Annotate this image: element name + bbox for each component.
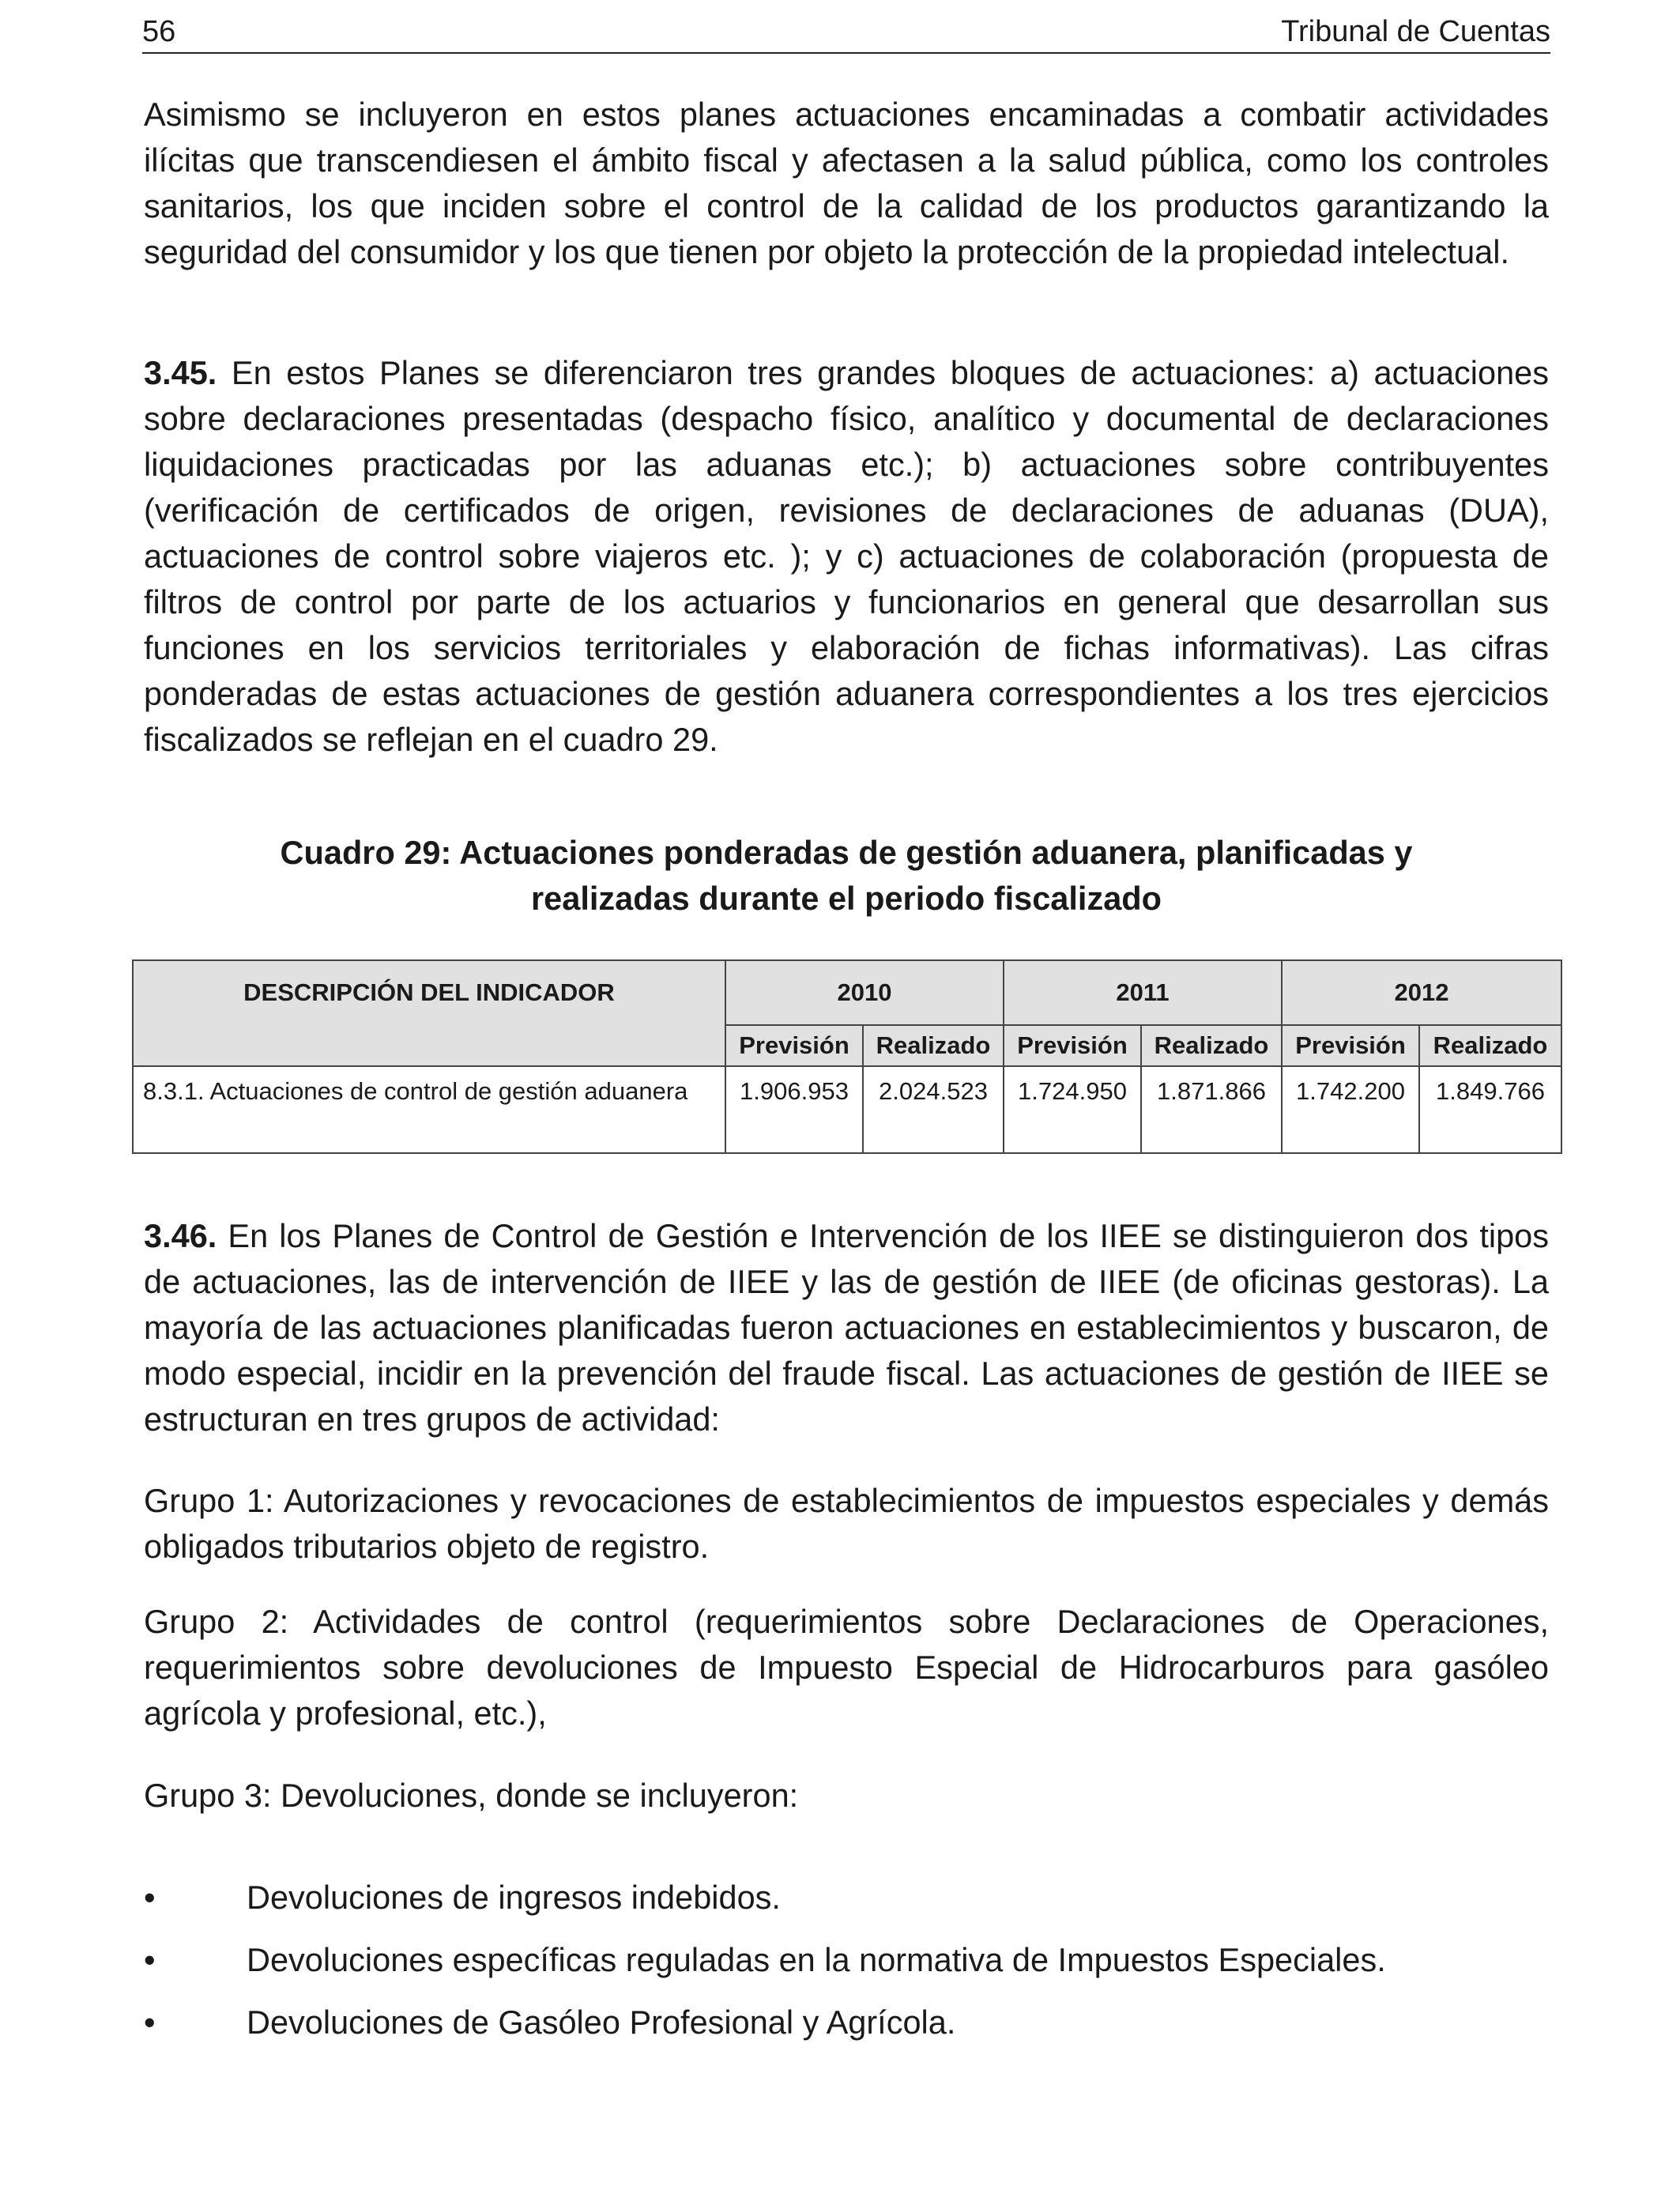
column-subheader-prevision: Previsión [725,1025,863,1066]
paragraph-number: 3.45. [144,354,217,391]
column-subheader-prevision: Previsión [1004,1025,1141,1066]
table-caption [144,830,1549,922]
list-item [144,1875,1549,1937]
paragraph-3-45 [144,350,1549,763]
bullet-icon: • [144,1941,156,1978]
column-header-year: 2010 [725,960,1004,1025]
column-header-year: 2011 [1004,960,1282,1025]
list-item-text: Devoluciones de ingresos indebidos. [247,1879,781,1916]
paragraph-grupo-2 [144,1599,1549,1736]
paragraph-grupo-3 [144,1773,1549,1819]
caption-line-2: realizadas durante el periodo fiscalizado [531,880,1162,917]
table-cell-value: 1.906.953 [725,1066,863,1153]
column-subheader-prevision: Previsión [1282,1025,1419,1066]
caption-line-1: Cuadro 29: Actuaciones ponderadas de gestión aduanera, planificadas y [280,834,1413,871]
paragraph-intro [144,92,1549,275]
paragraph-text: Grupo 1: Autorizaciones y revocaciones de establecimientos de impuestos especiales y demás obligados tributarios objeto de registro. [144,1482,1549,1565]
page-header [142,11,1550,54]
table-cell-value: 2.024.523 [863,1066,1004,1153]
column-header-year: 2012 [1282,960,1561,1025]
column-subheader-realizado: Realizado [1419,1025,1561,1066]
bullet-icon: • [144,2004,156,2041]
list-item-text: Devoluciones de Gasóleo Profesional y Agrícola. [247,2004,956,2041]
column-header-descripcion: DESCRIPCIÓN DEL INDICADOR [133,960,725,1066]
list-item [144,1937,1549,2000]
paragraph-text: En estos Planes se diferenciaron tres grandes bloques de actuaciones: a) actuaciones sobre declaraciones presentadas (despacho físico, analítico y documental de declaraciones liquidaciones practicadas por las aduanas etc.); b) actuaciones sobre contribuyentes (verificación de certificados de origen, revisiones de declaraciones de aduanas (DUA), actuaciones de control sobre viajeros etc. ); y c) actuaciones de colaboración (propuesta de filtros de control por parte de los actuarios y funcionarios en general que desarrollan sus funciones en los servicios territoriales y elaboración de fichas informativas). Las cifras ponderadas de estas actuaciones de gestión aduanera correspondientes a los tres ejercicios fiscalizados se reflejan en el cuadro 29. [144,354,1549,758]
paragraph-text: Grupo 2: Actividades de control (requerimientos sobre Declaraciones de Operaciones, requerimientos sobre devoluciones de Impuesto Especial de Hidrocarburos para gasóleo agrícola y profesional, etc.), [144,1603,1549,1732]
paragraph-3-46 [144,1213,1549,1442]
list-item [144,2000,1549,2062]
table-row [133,1066,1561,1153]
list-item-text: Devoluciones específicas reguladas en la normativa de Impuestos Especiales. [247,1941,1386,1978]
bullet-list [144,1875,1549,2062]
paragraph-text: Grupo 3: Devoluciones, donde se incluyeron: [144,1777,799,1814]
table-cell-value: 1.724.950 [1004,1066,1141,1153]
paragraph-grupo-1 [144,1478,1549,1570]
paragraph-text: Asimismo se incluyeron en estos planes actuaciones encaminadas a combatir actividades ilícitas que transcendiesen el ámbito fiscal y afectasen a la salud pública, como los controles sanitarios, los que inciden sobre el control de la calidad de los productos garantizando la seguridad del consumidor y los que tienen por objeto la protección de la propiedad intelectual. [144,96,1549,270]
table-cell-value: 1.871.866 [1141,1066,1282,1153]
table-cell-value: 1.742.200 [1282,1066,1419,1153]
column-subheader-realizado: Realizado [863,1025,1004,1066]
paragraph-text: En los Planes de Control de Gestión e Intervención de los IIEE se distinguieron dos tipos de actuaciones, las de intervención de IIEE y las de gestión de IIEE (de oficinas gestoras). La mayoría de las actuaciones planificadas fueron actuaciones en establecimientos y buscaron, de modo especial, incidir en la prevención del fraude fiscal. Las actuaciones de gestión de IIEE se estructuran en tres grupos de actividad: [144,1217,1550,1438]
table-cell-value: 1.849.766 [1419,1066,1561,1153]
running-header-title: Tribunal de Cuentas [1281,15,1550,48]
page-number: 56 [142,15,176,48]
paragraph-number: 3.46. [144,1217,217,1254]
cuadro-29-table [132,959,1562,1154]
column-subheader-realizado: Realizado [1141,1025,1282,1066]
bullet-icon: • [144,1879,156,1916]
table-cell-indicator: 8.3.1. Actuaciones de control de gestión aduanera [133,1066,725,1153]
